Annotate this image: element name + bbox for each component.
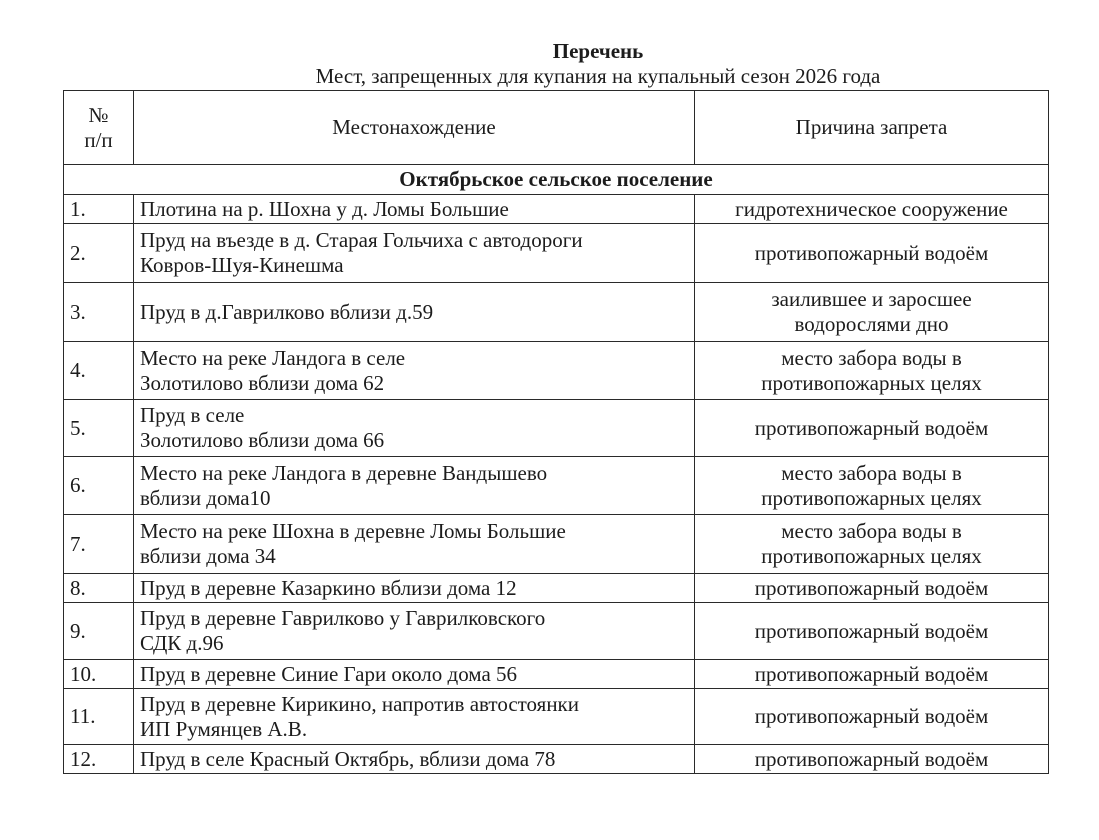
- row-location: Пруд в деревне Синие Гари около дома 56: [134, 660, 695, 689]
- row-location: Пруд в селе Красный Октябрь, вблизи дома 78: [134, 745, 695, 774]
- row-number: 3.: [64, 283, 134, 342]
- table-row: [64, 400, 1049, 457]
- row-location: Пруд в деревне Гаврилково у Гаврилковского СДК д.96: [134, 603, 695, 660]
- document-subtitle: Мест, запрещенных для купания на купальный сезон 2026 года: [315, 64, 881, 88]
- row-reason: противопожарный водоём: [695, 224, 1049, 283]
- section-row: [64, 165, 1049, 195]
- row-number: 1.: [64, 195, 134, 224]
- row-number: 8.: [64, 574, 134, 603]
- row-number: 2.: [64, 224, 134, 283]
- row-number: 5.: [64, 400, 134, 457]
- table-row: [64, 195, 1049, 224]
- header-reason: Причина запрета: [695, 91, 1049, 165]
- row-number: 9.: [64, 603, 134, 660]
- row-number: 12.: [64, 745, 134, 774]
- row-reason: противопожарный водоём: [695, 400, 1049, 457]
- table-header-row: [64, 91, 1049, 165]
- row-reason: место забора воды в противопожарных целях: [695, 457, 1049, 515]
- row-location: Место на реке Шохна в деревне Ломы Большие вблизи дома 34: [134, 515, 695, 574]
- table-row: [64, 745, 1049, 774]
- row-reason: гидротехническое сооружение: [695, 195, 1049, 224]
- row-reason: противопожарный водоём: [695, 603, 1049, 660]
- row-location: Место на реке Ландога в деревне Вандышево вблизи дома10: [134, 457, 695, 515]
- row-location: Пруд на въезде в д. Старая Гольчиха с автодороги Ковров-Шуя-Кинешма: [134, 224, 695, 283]
- row-number: 11.: [64, 689, 134, 745]
- row-reason: противопожарный водоём: [695, 745, 1049, 774]
- places-table: [63, 90, 1049, 774]
- row-reason: заилившее и заросшее водорослями дно: [695, 283, 1049, 342]
- row-location: Пруд в деревне Казаркино вблизи дома 12: [134, 574, 695, 603]
- section-title: Октябрьское сельское поселение: [64, 165, 1049, 195]
- table-row: [64, 457, 1049, 515]
- row-number: 4.: [64, 342, 134, 400]
- row-number: 7.: [64, 515, 134, 574]
- row-reason: противопожарный водоём: [695, 660, 1049, 689]
- header-number: № п/п: [64, 91, 134, 165]
- header-location: Местонахождение: [134, 91, 695, 165]
- row-location: Пруд в д.Гаврилково вблизи д.59: [134, 283, 695, 342]
- row-reason: противопожарный водоём: [695, 689, 1049, 745]
- table-row: [64, 574, 1049, 603]
- row-number: 10.: [64, 660, 134, 689]
- row-reason: место забора воды в противопожарных целях: [695, 342, 1049, 400]
- row-reason: противопожарный водоём: [695, 574, 1049, 603]
- row-location: Пруд в селе Золотилово вблизи дома 66: [134, 400, 695, 457]
- row-location: Пруд в деревне Кирикино, напротив автостоянки ИП Румянцев А.В.: [134, 689, 695, 745]
- table-row: [64, 283, 1049, 342]
- document-title: Перечень: [552, 39, 644, 63]
- table-row: [64, 224, 1049, 283]
- row-location: Плотина на р. Шохна у д. Ломы Большие: [134, 195, 695, 224]
- row-number: 6.: [64, 457, 134, 515]
- table-row: [64, 660, 1049, 689]
- table-row: [64, 603, 1049, 660]
- table-row: [64, 342, 1049, 400]
- table-row: [64, 515, 1049, 574]
- row-reason: место забора воды в противопожарных целях: [695, 515, 1049, 574]
- row-location: Место на реке Ландога в селе Золотилово вблизи дома 62: [134, 342, 695, 400]
- table-row: [64, 689, 1049, 745]
